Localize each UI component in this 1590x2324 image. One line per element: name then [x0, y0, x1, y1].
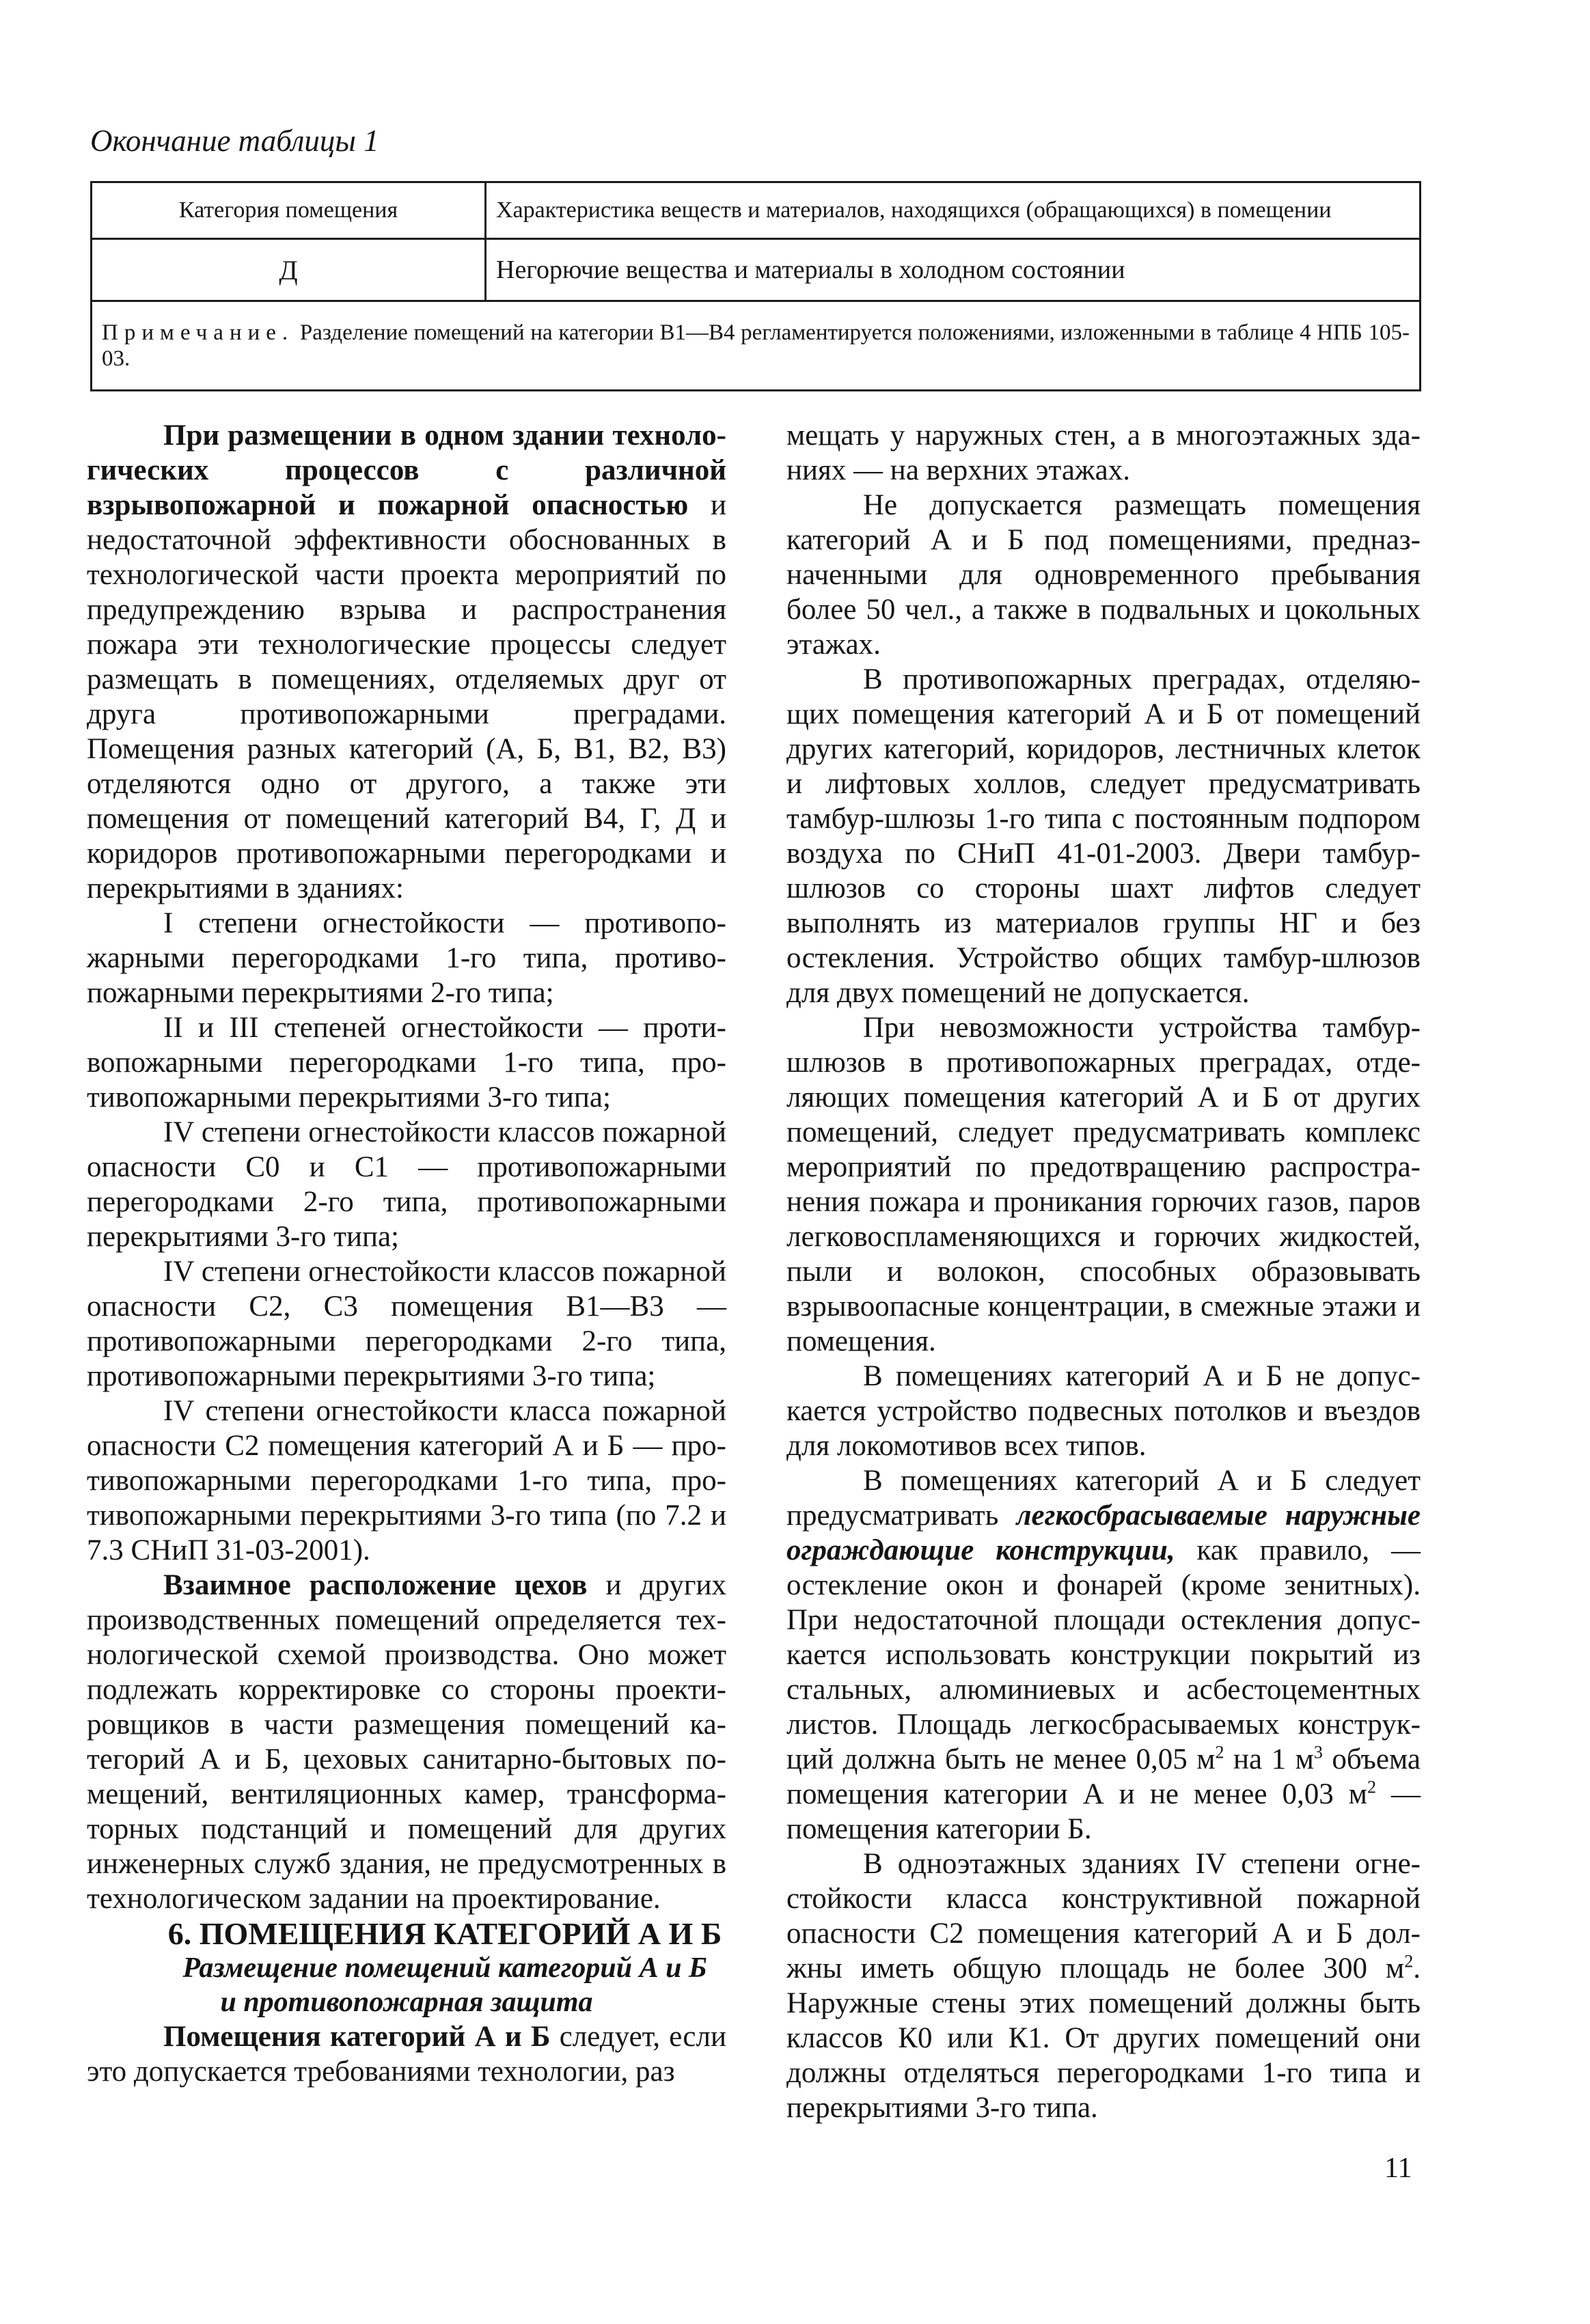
- table-caption: Окончание таблицы 1: [90, 124, 379, 158]
- superscript: 2: [1404, 1951, 1414, 1972]
- paragraph-text: и других производственных помещений определяется технологической схемой производства. Оно может подлежать корректировке со стороны проектировщиков в части размещения помещений категорий А и Б, цеховых санитарно-бытовых помещений, вентиляционных камер, трансформаторных подстанций и помещений для других инженерных служб здания, не предусмотренных в технологическом задании на проектирование.: [87, 1569, 726, 1915]
- paragraph: IV степени огнестойкости класса пожарной опасности С2 помещения категорий А и Б — противопожарными перегородками 1-го типа, противопожарными перекрытиями 3-го типа (по 7.2 и 7.3 СНиП 31-03-2001).: [87, 1395, 726, 1566]
- paragraph: II и III степеней огнестойкости — противопожарными перегородками 1-го типа, противопожарными перекрытиями 3-го типа;: [87, 1012, 726, 1113]
- bold-lead: При размещении в одном здании технологических процессов с различной взрывопожарной и пожарной опасностью: [87, 419, 726, 521]
- left-column: [87, 418, 726, 2089]
- paragraph: В помещениях категорий А и Б не допускается устройство подвесных потолков и въездов для локомотивов всех типов.: [786, 1360, 1421, 1462]
- note-label: Примечание.: [102, 320, 294, 345]
- section-title: 6. ПОМЕЩЕНИЯ КАТЕГОРИЙ А И Б: [167, 1916, 722, 1951]
- bold-term: легкосбрасываемые наружные ограждающие конструкции,: [786, 1499, 1421, 1566]
- table-row: [92, 239, 1421, 301]
- superscript: 3: [1313, 1742, 1323, 1762]
- table-header-row: [92, 182, 1421, 239]
- paragraph: [786, 1846, 1421, 2125]
- paragraph-text: В помещениях категорий А и Б следует предусматривать: [786, 1465, 1421, 1532]
- page-number: 11: [1384, 2153, 1412, 2184]
- paragraph-text: следует, если это допускается требованиями технологии, раз: [87, 2021, 726, 2088]
- table-header-characteristic: Характеристика веществ и материалов, находящихся (обращающихся) в помещении: [486, 182, 1421, 239]
- right-column: [786, 418, 1421, 2125]
- paragraph: [786, 1463, 1421, 1846]
- table-cell-category: Д: [92, 239, 486, 301]
- bold-lead: Помещения категорий А и Б: [163, 2021, 551, 2053]
- paragraph: При невозможности устройства тамбур-шлюзов в противопожарных преградах, отделяющих помещения категорий А и Б от других помещений, следует предусматривать комплекс мероприятий по предотвращению распространения пожара и проникания горючих газов, паров легковоспламеняющихся и горючих жидкостей, пыли и волокон, способных образовывать взрывоопасные концентрации, в смежные этажи и помещения.: [786, 1012, 1421, 1357]
- paragraph-text: В одноэтажных зданиях IV степени огнестойкости класса конструктивной пожарной опасности С2 помещения категорий А и Б должны иметь общую площадь не более 300 м: [786, 1848, 1421, 1984]
- superscript: 2: [1215, 1742, 1224, 1762]
- paragraph-text: на 1 м: [1224, 1743, 1314, 1775]
- paragraph: I степени огнестойкости — противопожарными перегородками 1-го типа, противопожарными перекрытиями 2-го типа;: [87, 907, 726, 1009]
- paragraph: [87, 2019, 726, 2089]
- paragraph: В противопожарных преградах, отделяющих помещения категорий А и Б от помещений других категорий, коридоров, лестничных клеток и лифтовых холлов, следует предусматривать тамбур-шлюзы 1-го типа с постоянным подпором воздуха по СНиП 41-01-2003. Двери тамбур-шлюзов со стороны шахт лифтов следует выполнять из материалов группы НГ и без остекления. Устройство общих тамбур-шлюзов для двух помещений не допускается.: [786, 663, 1421, 1009]
- bold-lead: Взаимное расположение цехов: [163, 1569, 588, 1601]
- subtitle-line: Размещение помещений категорий А и Б: [182, 1952, 707, 1984]
- paragraph-text: . Наружные стены этих помещений должны быть классов К0 или К1. От других помещений они должны отделяться перегородками 1-го типа и перекрытиями 3-го типа.: [786, 1952, 1421, 2124]
- paragraph: IV степени огнестойкости классов пожарной опасности С0 и С1 — противопожарными перегородками 2-го типа, противопожарными перекрытиями 3-го типа;: [87, 1116, 726, 1253]
- superscript: 2: [1367, 1777, 1376, 1797]
- paragraph-text: и недостаточной эффективности обоснованных в технологической части проекта мероприятий по предупреждению взрыва и распространения пожара эти технологические процессы следует размещать в помещениях, отделяемых друг от друга противопожарными преградами. Помещения разных категорий (А, Б, В1, В2, В3) отделяются одно от другого, а также эти помещения от помещений категорий В4, Г, Д и коридоров противопожарными перегородками и перекрытиями в зданиях:: [87, 489, 726, 904]
- paragraph-text: объема помещения категории А и не менее 0,03 м: [786, 1743, 1421, 1810]
- subtitle-line: и противопожарная защита: [220, 1987, 593, 2018]
- paragraph: IV степени огнестойкости классов пожарной опасности С2, С3 помещения В1—В3 — противопожарными перегородками 2-го типа, противопожарными перекрытиями 3-го типа;: [87, 1256, 726, 1392]
- table-cell-characteristic: Негорючие вещества и материалы в холодном состоянии: [486, 239, 1421, 301]
- table-note-row: [92, 301, 1421, 391]
- paragraph: Не допускается размещать помещения категорий А и Б под помещениями, предназначенными для одновременного пребывания более 50 чел., а также в подвальных и цокольных этажах.: [786, 489, 1421, 661]
- paragraph: мещать у наружных стен, а в многоэтажных зданиях — на верхних этажах.: [786, 419, 1421, 486]
- table-header-category: Категория помещения: [92, 182, 486, 239]
- paragraph-text: как правило, — остекление окон и фонарей (кроме зенитных). При недостаточной площади остекления допускается использовать конструкции покрытий из стальных, алюминиевых и асбестоцементных листов. Площадь легкосбрасываемых конструкций должна быть не менее 0,05 м: [786, 1534, 1421, 1775]
- paragraph-text: — помещения категории Б.: [786, 1778, 1421, 1845]
- note-text: Разделение помещений на категории В1—В4 регламентируется положениями, изложенными в таблице 4 НПБ 105-03.: [102, 320, 1410, 371]
- category-table: [90, 181, 1421, 391]
- table-note: [92, 301, 1421, 391]
- section-subtitle: [87, 1951, 726, 2019]
- paragraph: [87, 418, 726, 906]
- paragraph: [87, 1568, 726, 1916]
